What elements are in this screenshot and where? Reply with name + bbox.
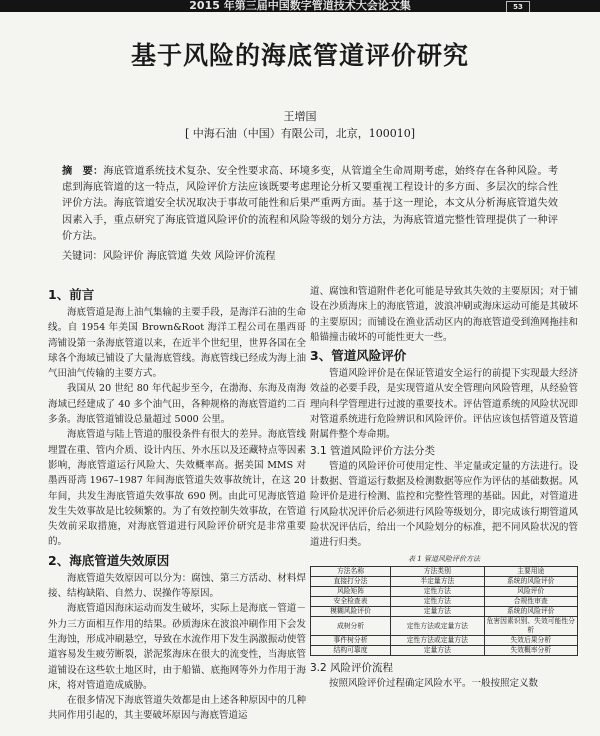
table-cell: 成树分析 [311, 617, 391, 636]
banner-title: 2015 年第三届中国数字管道技术大会论文集 [189, 0, 411, 12]
keywords-text: 风险评价 海底管道 失效 风险评价流程 [102, 251, 276, 262]
journal-banner [0, 0, 600, 12]
table-cell: 直接打分法 [311, 577, 391, 587]
subsection-heading-process: 3.2 风险评价流程 [310, 662, 394, 675]
paragraph: 海底管道与陆上管道的服役条件有很大的差异。海底管线埋置在重、管内介质、设计内压、外水压以及还藏特点等因素影响，海底管道运行风险大、失效概率高。据美国 MMS 对墨西哥湾 1967–1987 年间海底管道失效事故统计，在这 20 年间，共发生海底管道失效事故 690 例。由此可见海底管道发生失效事故是比较频繁的。为了有效控制失效事故，在管道失效前采取措施，对海底管道进行风险评价研究是非常重要的。 [48, 429, 306, 548]
abstract-text: 海底管道系统技术复杂、安全性要求高、环境多变，从管道全生命周期考虑，始终存在各种风险。考虑到海底管道的这一特点，风险评价方法应该既要考虑理论分析又要重视工程设计的多方面、多层次的综合性评价方法。海底管道安全状况取决于事故可能性和后果严重两方面。基于这一理论，本文从分析海底管道失效因素入手，重点研究了海底管道风险评价的流程和风险等级的划分方法，为海底管道完整性管理提供了一种评价方法。 [62, 166, 559, 242]
paragraph: 我国从 20 世纪 80 年代起步至今，在渤海、东海及南海海域已经建成了 40 多个油气田，各种规格的海底管道约二百多条。海底管道铺设总量超过 5000 公里。 [48, 383, 306, 426]
abstract-label: 摘 要： [62, 166, 104, 177]
table-row [311, 597, 578, 607]
table-cell: 失效概率分析 [484, 646, 577, 656]
abstract [62, 164, 558, 245]
table-row [311, 607, 578, 617]
paragraph: 管道风险评价是在保证管道安全运行的前提下实现最大经济效益的必要手段，是实现管道从安全管理向风险管理，从经验管理向科学管理进行过渡的重要技术。评估管道系统的风险状况即对管道系统进行危险辨识和风险评价。评估应该包括管道及管道附属件整个寿命期。 [310, 368, 578, 441]
paragraph: 管道的风险评价可使用定性、半定量或定量的方法进行。设计数据、管道运行数据及检测数据等应作为评估的基础数据。风险评价是进行检测、监控和完整性管理的基础。因此，对管道进行风险状况评价后必须进行风险等级划分，即完成该行期管道风险状况评估后，给出一个风险划分的标准，把不同风险状况的管道进行归类。 [310, 460, 578, 549]
section-heading-failure-causes: 2、海底管道失效原因 [48, 552, 170, 568]
table-cell: 定量方法 [391, 646, 484, 656]
paragraph: 海底管道因海床运动而发生破坏，实际上是海底－管道－外力三方面相互作用的结果。砂质海床在波浪冲刷作用下会发生海蚀，形成冲刷悬空，导致在水流作用下发生涡激振动使管道容易发生疲劳断裂，淤泥浆海床在很大的流变性，当海底管道铺设在这些软土地区时，由于船锚、底拖网等外力作用于海床，将对管道造成威胁。 [48, 603, 306, 691]
table-cell: 主要用途 [484, 567, 577, 577]
table-cell: 定量方法 [391, 607, 484, 617]
table-cell: 危害因素识别、失效可能性分析 [484, 617, 577, 636]
author-name: 王增国 [283, 110, 317, 123]
table-cell: 系统的风险评价 [484, 607, 577, 617]
table-cell: 风险评价 [484, 587, 577, 597]
section-heading-risk-evaluation: 3、管道风险评价 [310, 348, 407, 364]
table-cell: 定性方法 [391, 597, 484, 607]
table-cell: 定性方法或定量方法 [391, 617, 484, 636]
table-cell: 合规性审查 [484, 597, 577, 607]
table-cell: 结构可靠度 [311, 646, 391, 656]
table-cell: 失效后果分析 [484, 636, 577, 646]
table-row [311, 567, 578, 577]
paragraph: 海底管道是海上油气集输的主要手段，是海洋石油的生命线。自 1954 年美国 Brown&Root 海洋工程公司在墨西哥湾铺设第一条海底管道以来，在近半个世纪里，世界各国在全球各个海域已铺设了大量海底管线。海底管线已经成为海上油气田油气传输的主要方式。 [48, 307, 306, 380]
paragraph: 在很多情况下海底管道失效都是由上述各种原因中的几种共同作用引起的，其主要破坏原因与海底管道运 [48, 695, 306, 722]
subsection-heading-methods: 3.1 管道风险评价方法分类 [310, 444, 436, 457]
paragraph: 道、腐蚀和管道附件老化可能是导致其失效的主要原因；对于铺设在沙质海床上的海底管道，波浪冲刷或海床运动可能是其破坏的主要原因；而铺设在渔业活动区内的海底管道受到渔网拖挂和船锚撞击破坏的可能性更大一些。 [310, 286, 578, 343]
page-number-box: 53 [506, 1, 530, 12]
left-column [48, 284, 306, 724]
table-cell: 半定量方法 [391, 577, 484, 587]
keywords-label: 关键词： [62, 251, 103, 262]
table-cell: 方法名称 [311, 567, 391, 577]
table-cell: 风险矩阵 [311, 587, 391, 597]
table-row [311, 587, 578, 597]
paragraph: 按照风险评价过程确定风险水平。一般按照定义数 [329, 678, 539, 690]
table-row [311, 617, 578, 636]
table-cell: 定性方法或定量方法 [391, 636, 484, 646]
table-row [311, 646, 578, 656]
table-cell: 定性方法 [391, 587, 484, 597]
table-cell: 模糊风险评价 [311, 607, 391, 617]
table-cell: 系统的风险评价 [484, 577, 577, 587]
table-cell: 安全检查表 [311, 597, 391, 607]
paper-title: 基于风险的海底管道评价研究 [130, 41, 469, 70]
section-heading-intro: 1、前言 [48, 287, 95, 302]
table-cell: 事件树分析 [311, 636, 391, 646]
table-caption: 表 1 管道风险评价方法 [408, 555, 480, 564]
table-row [311, 577, 578, 587]
table-cell: 方法类别 [391, 567, 484, 577]
methods-table [310, 566, 578, 656]
paragraph: 海底管道失效原因可以分为：腐蚀、第三方活动、材料焊接、结构缺陷、自然力、误操作等原因。 [48, 572, 306, 600]
table-row [311, 636, 578, 646]
keywords [62, 249, 558, 264]
author-affiliation: [ 中海石油（中国）有限公司，北京，100010] [184, 127, 416, 140]
right-column [310, 284, 578, 692]
